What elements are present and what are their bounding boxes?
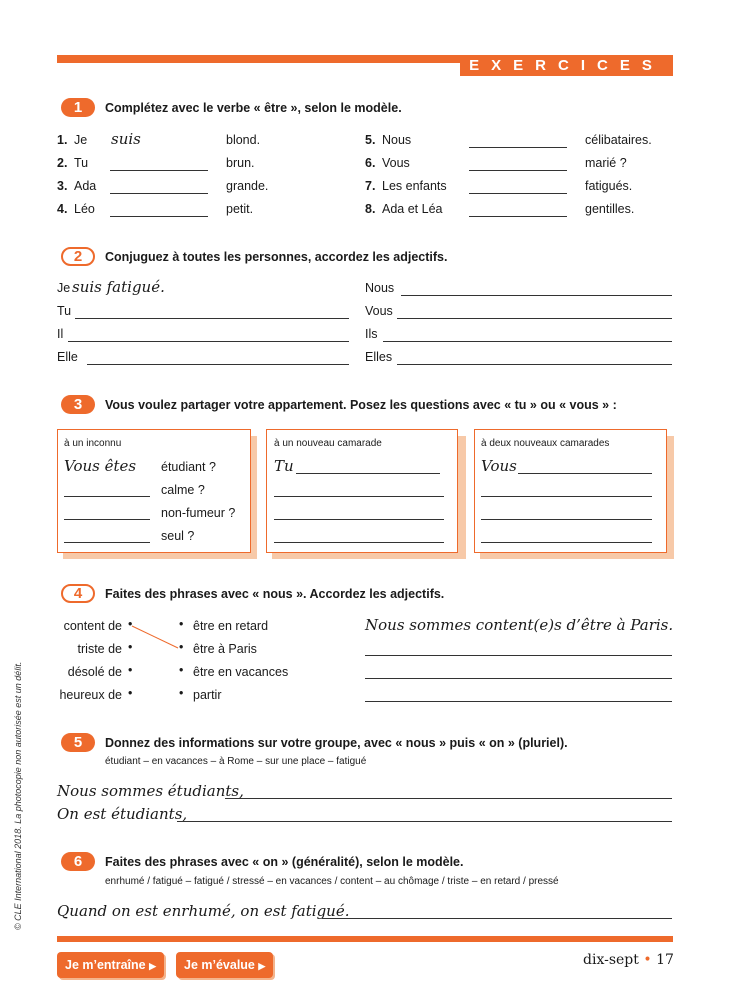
match-dot[interactable]: • [179, 617, 184, 631]
exercise-number-4: 4 [61, 584, 95, 603]
answer-blank[interactable] [110, 193, 208, 194]
box-title: à un nouveau camarade [274, 438, 382, 449]
subject-ils: Ils [365, 327, 378, 341]
item-number: 6. [365, 156, 376, 170]
play-arrow-icon: ▶ [149, 961, 156, 971]
answer-blank[interactable] [110, 216, 208, 217]
match-dot[interactable]: • [179, 686, 184, 700]
answer-line[interactable] [365, 701, 672, 702]
exercise-2-instruction: Conjuguez à toutes les personnes, accordez les adjectifs. [105, 250, 448, 264]
example-answer: Nous sommes content(e)s d’être à Paris. [365, 616, 674, 634]
answer-line[interactable] [322, 918, 672, 919]
match-dot[interactable]: • [179, 640, 184, 654]
match-dot[interactable]: • [128, 686, 133, 700]
match-right-item: partir [193, 688, 222, 702]
answer-line[interactable] [365, 655, 672, 656]
match-line-example [130, 624, 180, 654]
practice-button[interactable] [57, 952, 164, 978]
answer-line[interactable] [481, 496, 652, 497]
question-word: étudiant ? [161, 460, 216, 474]
item-number: 4. [57, 202, 68, 216]
example-answer: suis [111, 130, 141, 148]
subject-il: Il [57, 327, 64, 341]
answer-line[interactable] [401, 295, 672, 296]
item-adjective: petit. [226, 202, 254, 216]
word-hint: enrhumé / fatigué – fatigué / stressé – en vacances / content – au chômage / triste – en retard / pressé [105, 876, 559, 887]
bullet-separator: • [643, 952, 652, 968]
answer-line[interactable] [68, 341, 349, 342]
page-number-digit: 17 [656, 952, 674, 968]
exercise-number-6: 6 [61, 852, 95, 871]
answer-line[interactable] [177, 821, 672, 822]
answer-line[interactable] [87, 364, 349, 365]
item-subject: Je [74, 133, 88, 147]
item-subject: Nous [382, 133, 412, 147]
item-number: 5. [365, 133, 376, 147]
example-answer: Tu [274, 457, 294, 475]
match-dot[interactable]: • [128, 617, 133, 631]
subject-elles: Elles [365, 350, 393, 364]
answer-blank[interactable] [64, 496, 150, 497]
item-adjective: célibataires. [585, 133, 652, 147]
item-subject: Léo [74, 202, 95, 216]
practice-button-label: Je m’entraîne [65, 958, 146, 972]
example-answer: Nous sommes étudiants, [57, 782, 244, 800]
exercise-4-instruction: Faites des phrases avec « nous ». Accordez les adjectifs. [105, 587, 445, 601]
item-adjective: marié ? [585, 156, 627, 170]
answer-blank[interactable] [110, 170, 208, 171]
box-title: à deux nouveaux camarades [481, 438, 610, 449]
item-number: 1. [57, 133, 68, 147]
example-answer: Vous êtes [64, 457, 137, 475]
exercise-number-2: 2 [61, 247, 95, 266]
exercise-6-instruction: Faites des phrases avec « on » (généralité), selon le modèle. [105, 855, 464, 869]
example-answer: On est étudiants, [57, 805, 188, 823]
answer-blank[interactable] [469, 147, 567, 148]
evaluate-button-label: Je m’évalue [184, 958, 255, 972]
example-answer: suis fatigué. [72, 278, 165, 296]
match-dot[interactable]: • [179, 663, 184, 677]
play-arrow-icon: ▶ [258, 961, 266, 971]
answer-blank[interactable] [64, 542, 150, 543]
answer-line[interactable] [365, 678, 672, 679]
answer-line[interactable] [397, 318, 672, 319]
subject-vous: Vous [365, 304, 393, 318]
item-adjective: grande. [226, 179, 269, 193]
match-dot[interactable]: • [128, 663, 133, 677]
page-number-text: dix-sept [583, 952, 639, 968]
item-adjective: fatigués. [585, 179, 633, 193]
answer-line[interactable] [225, 798, 672, 799]
item-subject: Vous [382, 156, 410, 170]
question-word: calme ? [161, 483, 205, 497]
answer-blank[interactable] [469, 193, 567, 194]
exercise-number-5: 5 [61, 733, 95, 752]
section-title: EXERCICES [460, 55, 673, 76]
answer-line[interactable] [274, 519, 444, 520]
exercise-number-1: 1 [61, 98, 95, 117]
match-left-item: content de [63, 619, 122, 633]
answer-line[interactable] [296, 473, 440, 474]
item-adjective: brun. [226, 156, 255, 170]
evaluate-button[interactable] [176, 952, 273, 978]
answer-line[interactable] [274, 496, 444, 497]
exercise-number-3: 3 [61, 395, 95, 414]
answer-blank[interactable] [64, 519, 150, 520]
question-word: non-fumeur ? [161, 506, 236, 520]
answer-line[interactable] [397, 364, 672, 365]
subject-elle: Elle [57, 350, 78, 364]
answer-line[interactable] [481, 542, 652, 543]
answer-blank[interactable] [469, 216, 567, 217]
answer-blank[interactable] [469, 170, 567, 171]
match-left-item: triste de [77, 642, 122, 656]
footer-bar [57, 936, 673, 942]
item-number: 3. [57, 179, 68, 193]
answer-line[interactable] [518, 473, 652, 474]
item-subject: Ada et Léa [382, 202, 443, 216]
exercise-3-instruction: Vous voulez partager votre appartement. Posez les questions avec « tu » ou « vous » : [105, 398, 617, 412]
answer-line[interactable] [274, 542, 444, 543]
match-dot[interactable]: • [128, 640, 133, 654]
answer-line[interactable] [75, 318, 349, 319]
match-right-item: être en vacances [193, 665, 289, 679]
exercise-5-instruction: Donnez des informations sur votre groupe, avec « nous » puis « on » (pluriel). [105, 736, 568, 750]
item-number: 7. [365, 179, 376, 193]
item-number: 8. [365, 202, 376, 216]
subject-je: Je [57, 281, 71, 295]
box-title: à un inconnu [64, 438, 122, 449]
match-left-item: heureux de [59, 688, 122, 702]
example-answer: Vous [481, 457, 517, 475]
answer-line[interactable] [481, 519, 652, 520]
match-left-item: désolé de [67, 665, 122, 679]
answer-line[interactable] [383, 341, 672, 342]
item-subject: Les enfants [382, 179, 447, 193]
subject-tu: Tu [57, 304, 72, 318]
match-right-item: être à Paris [193, 642, 257, 656]
item-subject: Ada [74, 179, 97, 193]
item-number: 2. [57, 156, 68, 170]
exercise-1-instruction: Complétez avec le verbe « être », selon le modèle. [105, 101, 402, 115]
subject-nous: Nous [365, 281, 395, 295]
copyright-notice: © CLE International 2018. La photocopie non autorisée est un délit. [13, 661, 23, 930]
page-number [583, 952, 674, 968]
match-right-item: être en retard [193, 619, 269, 633]
word-hint: étudiant – en vacances – à Rome – sur une place – fatigué [105, 756, 367, 767]
item-adjective: gentilles. [585, 202, 635, 216]
item-adjective: blond. [226, 133, 261, 147]
item-subject: Tu [74, 156, 89, 170]
question-word: seul ? [161, 529, 195, 543]
example-answer: Quand on est enrhumé, on est fatigué. [57, 902, 350, 920]
